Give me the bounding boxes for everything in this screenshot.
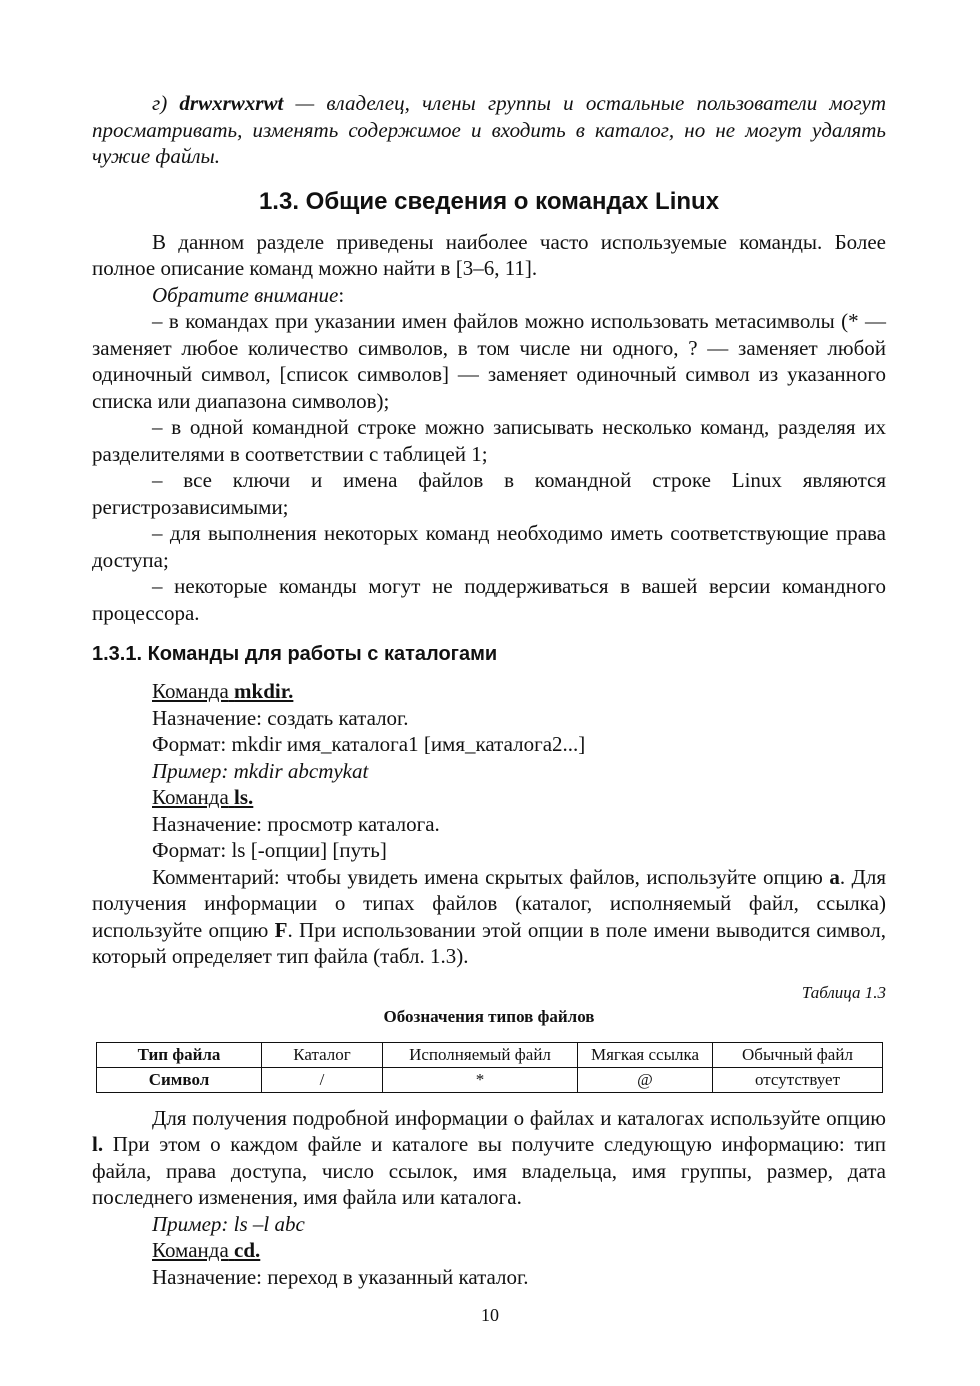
intro-permission-string: drwxrwxrwt: [179, 91, 284, 115]
table-cell: Символ: [97, 1067, 262, 1092]
table-cell: Тип файла: [97, 1042, 262, 1067]
option-F: F: [274, 917, 288, 942]
file-types-table: [96, 1042, 883, 1093]
table-cell: Каталог: [262, 1042, 383, 1067]
table-cell: отсутствует: [713, 1067, 883, 1092]
table-cell: /: [262, 1067, 383, 1092]
table-caption: Таблица 1.3: [801, 982, 886, 1002]
section-title: 1.3. Общие сведения о командах Linux: [258, 187, 720, 215]
table-row: [97, 1042, 883, 1067]
bullet-item: – в одной командной строке можно записывать несколько команд, разделяя их разделителями в соответствии с таблицей 1;: [92, 415, 886, 466]
mkdir-command-name: mkdir.: [234, 679, 294, 703]
ls-heading: [92, 784, 886, 811]
section-paragraph: В данном разделе приведены наиболее часто используемые команды. Более полное описание команд можно найти в [3–6, 11].: [92, 229, 886, 280]
table-title: Обозначения типов файлов: [383, 1006, 595, 1026]
table-cell: Обычный файл: [713, 1042, 883, 1067]
cd-command-name: cd.: [234, 1238, 261, 1262]
command-label: Команда ls.: [152, 785, 254, 809]
ls-command-name: ls.: [234, 785, 254, 809]
mkdir-format: Формат: mkdir имя_каталога1 [имя_каталога2...]: [152, 732, 586, 756]
attention-line: [92, 282, 886, 309]
bullet-item: – некоторые команды могут не поддерживаться в вашей версии командного процессора.: [92, 574, 886, 625]
bullet-item: – все ключи и имена файлов в командной строке Linux являются регистрозависимыми;: [92, 468, 886, 519]
mkdir-example: Пример: mkdir abcmykat: [152, 758, 369, 783]
cd-purpose: Назначение: переход в указанный каталог.: [152, 1264, 529, 1289]
page-number: 10: [481, 1305, 499, 1325]
table-cell: Мягкая ссылка: [578, 1042, 713, 1067]
ls-comment: Комментарий: чтобы увидеть имена скрытых файлов, используйте опцию a. Для получения информации о типах файлов (каталог, исполняемый файл, ссылка) используйте опцию F. При использовании этой опции в поле имени выводится символ, который определяет тип файла (табл. 1.3).: [92, 864, 886, 968]
document-page: [92, 90, 886, 1290]
mkdir-purpose: Назначение: создать каталог.: [152, 705, 409, 730]
ls-purpose: Назначение: просмотр каталога.: [152, 811, 440, 836]
ls-l-paragraph: Для получения подробной информации о файлах и каталогах используйте опцию l. При этом о каждом файле и каталоге вы получите следующую информацию: тип файла, права доступа, число ссылок, имя владельца, имя группы, размер, дата последнего изменения, имя файла или каталога.: [92, 1105, 886, 1209]
intro-text: — владелец, члены группы и остальные пользователи могут просматривать, изменять содержимое и входить в каталог, но не могут удалять чужие файлы.: [92, 91, 887, 168]
ls-example: Пример: ls –l abc: [152, 1211, 305, 1236]
table-cell: @: [578, 1067, 713, 1092]
mkdir-heading: [92, 678, 886, 705]
option-l: l.: [92, 1132, 104, 1156]
table-cell: *: [383, 1067, 578, 1092]
ls-format: Формат: ls [-опции] [путь]: [152, 838, 387, 862]
bullet-item: – в командах при указании имен файлов можно использовать метасимволы (* — заменяет любое количество символов, в том числе ни одного, ? — заменяет любой одиночный символ, [список символов] — заменяет одиночный символ из указанного списка или диапазона символов);: [92, 309, 886, 413]
option-a: a: [829, 864, 840, 889]
bullet-item: – для выполнения некоторых команд необходимо иметь соответствующие права доступа;: [92, 521, 886, 572]
table-row: [97, 1067, 883, 1092]
attention-colon: :: [338, 282, 345, 307]
subsection-title: 1.3.1. Команды для работы с каталогами: [92, 643, 498, 665]
intro-paragraph: [92, 90, 886, 170]
cd-heading: [92, 1237, 886, 1264]
command-label: Команда cd.: [152, 1238, 261, 1262]
intro-label: г): [152, 91, 168, 115]
command-label: Команда mkdir.: [152, 679, 294, 703]
table-cell: Исполняемый файл: [383, 1042, 578, 1067]
attention-label: Обратите внимание: [152, 282, 339, 307]
